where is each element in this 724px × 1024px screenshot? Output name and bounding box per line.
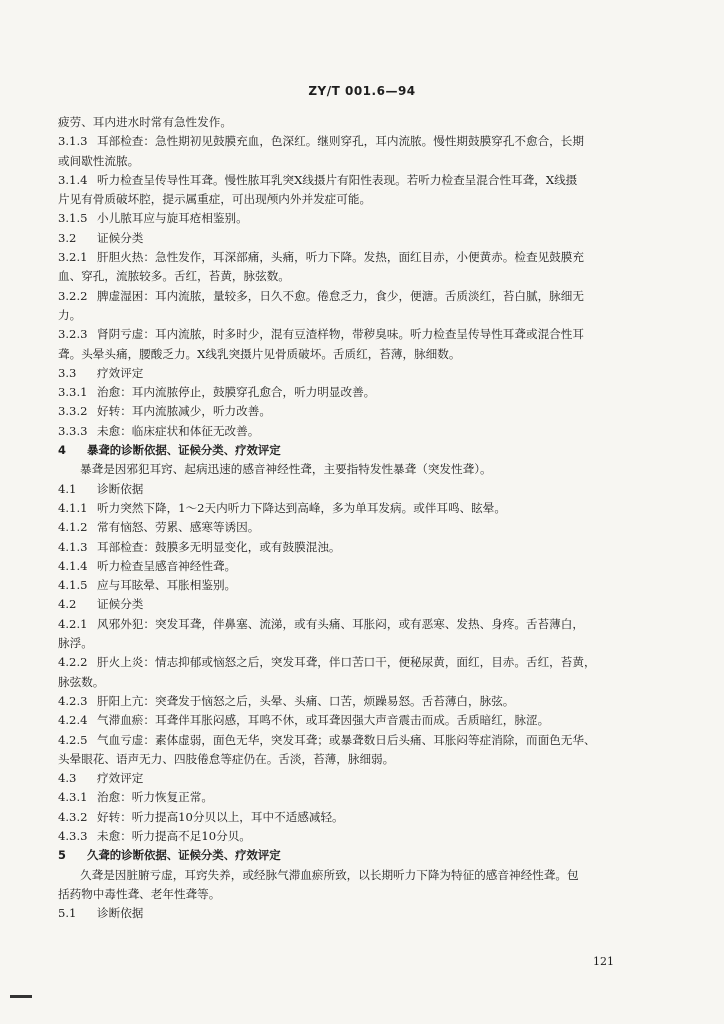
clause-text: 小儿脓耳应与旋耳疮相鉴别。 (97, 211, 248, 226)
clause-text: 肾阴亏虚：耳内流脓，时多时少，混有豆渣样物，带秽臭味。听力检查呈传导性耳聋或混合性耳 (97, 327, 584, 342)
clause-number: 3.2 (58, 230, 77, 245)
clause-line (58, 788, 638, 807)
clause-number: 4.3.3 (58, 828, 88, 843)
section-heading (58, 441, 638, 460)
clause-text: 暴聋是因邪犯耳窍、起病迅速的感音神经性聋，主要指特发性暴聋（突发性聋）。 (80, 462, 492, 477)
clause-line (58, 692, 638, 711)
clause-text: 肝火上炎：情志抑郁或恼怒之后，突发耳聋，伴口苦口干，便秘尿黄，面红，目赤。舌红，苔黄， (97, 655, 596, 670)
section-heading-text: 久聋的诊断依据、证候分类、疗效评定 (87, 848, 281, 863)
clause-text: 括药物中毒性聋、老年性聋等。 (58, 886, 221, 901)
clause-number: 4.2.2 (58, 655, 88, 670)
clause-line (58, 769, 638, 788)
clause-number: 3.3.2 (58, 404, 88, 419)
clause-number: 3.3 (58, 365, 77, 380)
clause-text: 气滞血瘀：耳聋伴耳胀闷感，耳鸣不休，或耳聋因强大声音震击而成。舌质暗红，脉涩。 (97, 713, 550, 728)
clause-line (58, 595, 638, 614)
continuation-line (58, 885, 638, 904)
clause-line (58, 325, 638, 344)
clause-number: 4.1.2 (58, 520, 88, 535)
clause-text: 听力检查呈感音神经性聋。 (97, 558, 237, 573)
clause-number: 4.1.1 (58, 500, 88, 515)
clause-text: 疗效评定 (97, 771, 144, 786)
clause-text: 应与耳眩晕、耳胀相鉴别。 (97, 578, 237, 593)
clause-number: 4.3.1 (58, 790, 88, 805)
document-header-code: ZY/T 001.6—94 (308, 84, 416, 98)
scan-edge-mark (10, 995, 32, 998)
clause-line (58, 171, 638, 190)
clause-text: 气血亏虚：素体虚弱，面色无华，突发耳聋；或暴聋数日后头痛、耳胀闷等症消除，而面色无华、 (97, 732, 596, 747)
clause-number: 5.1 (58, 906, 77, 921)
clause-text: 肝胆火热：急性发作，耳深部痛，头痛，听力下降。发热，面红目赤，小便黄赤。检查见鼓膜充 (97, 250, 584, 265)
clause-text: 治愈：耳内流脓停止，鼓膜穿孔愈合，听力明显改善。 (97, 385, 376, 400)
clause-line (58, 364, 638, 383)
clause-line (58, 248, 638, 267)
clause-line (58, 518, 638, 537)
clause-text: 肝阳上亢：突聋发于恼怒之后，头晕、头痛、口苦，烦躁易怒。舌苔薄白，脉弦。 (97, 693, 515, 708)
clause-text: 疲劳、耳内进水时常有急性发作。 (58, 115, 232, 129)
clause-text: 未愈：临床症状和体征无改善。 (97, 423, 260, 438)
clause-number: 3.1.3 (58, 134, 88, 149)
clause-text: 听力突然下降，1～2天内听力下降达到高峰，多为单耳发病。或伴耳鸣、眩晕。 (97, 500, 506, 515)
clause-line (58, 904, 638, 923)
continuation-line (58, 866, 638, 885)
clause-text: 久聋是因脏腑亏虚，耳窍失养，或经脉气滞血瘀所致，以长期听力下降为特征的感音神经性聋。包 (80, 867, 579, 882)
clause-number: 4.2 (58, 597, 77, 612)
continuation-line (58, 750, 638, 769)
clause-line (58, 422, 638, 441)
document-body (58, 113, 638, 923)
clause-text: 诊断依据 (97, 481, 144, 496)
clause-text: 常有恼怒、劳累、感寒等诱因。 (97, 520, 260, 535)
clause-line (58, 731, 638, 750)
clause-text: 脉浮。 (58, 636, 93, 651)
clause-line (58, 711, 638, 730)
clause-text: 证候分类 (97, 597, 144, 612)
clause-line (58, 576, 638, 595)
clause-number: 5 (58, 848, 66, 863)
continuation-line (58, 460, 638, 479)
clause-text: 好转：听力提高10分贝以上，耳中不适感减轻。 (97, 809, 344, 824)
clause-number: 4.3.2 (58, 809, 88, 824)
clause-text: 脉弦数。 (58, 674, 105, 689)
clause-line (58, 653, 638, 672)
clause-text: 片见有骨质破坏腔，提示属重症，可出现颅内外并发症可能。 (58, 192, 372, 207)
clause-line (58, 615, 638, 634)
clause-text: 头晕眼花、语声无力、四肢倦怠等症仍在。舌淡，苔薄，脉细弱。 (58, 751, 395, 766)
clause-number: 4.2.5 (58, 732, 88, 747)
clause-line (58, 287, 638, 306)
clause-line (58, 480, 638, 499)
clause-number: 4 (58, 443, 66, 458)
continuation-line (58, 634, 638, 653)
clause-text: 治愈：听力恢复正常。 (97, 790, 213, 805)
clause-line (58, 132, 638, 151)
clause-number: 4.2.4 (58, 713, 88, 728)
clause-line (58, 557, 638, 576)
clause-text: 好转：耳内流脓减少，听力改善。 (97, 404, 271, 419)
clause-text: 或间歇性流脓。 (58, 153, 140, 168)
clause-number: 4.1.3 (58, 539, 88, 554)
clause-text: 风邪外犯：突发耳聋，伴鼻塞、流涕，或有头痛、耳胀闷，或有恶寒、发热、身疼。舌苔薄白， (97, 616, 584, 631)
clause-number: 3.3.3 (58, 423, 88, 438)
clause-text: 耳部检查：鼓膜多无明显变化，或有鼓膜混浊。 (97, 539, 341, 554)
clause-line (58, 538, 638, 557)
continuation-line (58, 190, 638, 209)
clause-number: 4.1.4 (58, 558, 88, 573)
clause-line (58, 499, 638, 518)
clause-text: 耳部检查：急性期初见鼓膜充血，色深红。继则穿孔，耳内流脓。慢性期鼓膜穿孔不愈合，长期 (97, 134, 584, 149)
clause-line (58, 808, 638, 827)
continuation-line (58, 673, 638, 692)
clause-line (58, 209, 638, 228)
clause-text: 证候分类 (97, 230, 144, 245)
clause-line (58, 229, 638, 248)
clause-number: 4.2.3 (58, 693, 88, 708)
continuation-line (58, 306, 638, 325)
clause-number: 3.1.4 (58, 172, 88, 187)
continuation-line (58, 267, 638, 286)
clause-text: 听力检查呈传导性耳聋。慢性脓耳乳突X线摄片有阳性表现。若听力检查呈混合性耳聋，X线摄 (97, 172, 578, 187)
clause-number: 3.2.2 (58, 288, 88, 303)
clause-text: 疗效评定 (97, 365, 144, 380)
clause-text: 脾虚湿困：耳内流脓，量较多，日久不愈。倦怠乏力，食少，便溏。舌质淡红，苔白腻，脉细无 (97, 288, 584, 303)
section-heading (58, 846, 638, 865)
clause-text: 诊断依据 (97, 906, 144, 921)
continuation-line (58, 152, 638, 171)
clause-number: 4.1.5 (58, 578, 88, 593)
continuation-line (58, 345, 638, 364)
clause-number: 4.2.1 (58, 616, 88, 631)
clause-text: 力。 (58, 307, 82, 322)
section-heading-text: 暴聋的诊断依据、证候分类、疗效评定 (87, 443, 281, 458)
clause-number: 3.1.5 (58, 211, 88, 226)
continuation-line (58, 113, 638, 132)
clause-text: 未愈：听力提高不足10分贝。 (97, 828, 251, 843)
page-number: 121 (593, 955, 614, 968)
clause-number: 3.2.1 (58, 250, 88, 265)
clause-text: 聋。头晕头痛，腰酸乏力。X线乳突摄片见骨质破坏。舌质红，苔薄，脉细数。 (58, 346, 461, 361)
clause-line (58, 402, 638, 421)
clause-line (58, 383, 638, 402)
clause-text: 血、穿孔，流脓较多。舌红，苔黄，脉弦数。 (58, 269, 290, 284)
clause-line (58, 827, 638, 846)
clause-number: 4.3 (58, 771, 77, 786)
clause-number: 4.1 (58, 481, 77, 496)
clause-number: 3.3.1 (58, 385, 88, 400)
clause-number: 3.2.3 (58, 327, 88, 342)
